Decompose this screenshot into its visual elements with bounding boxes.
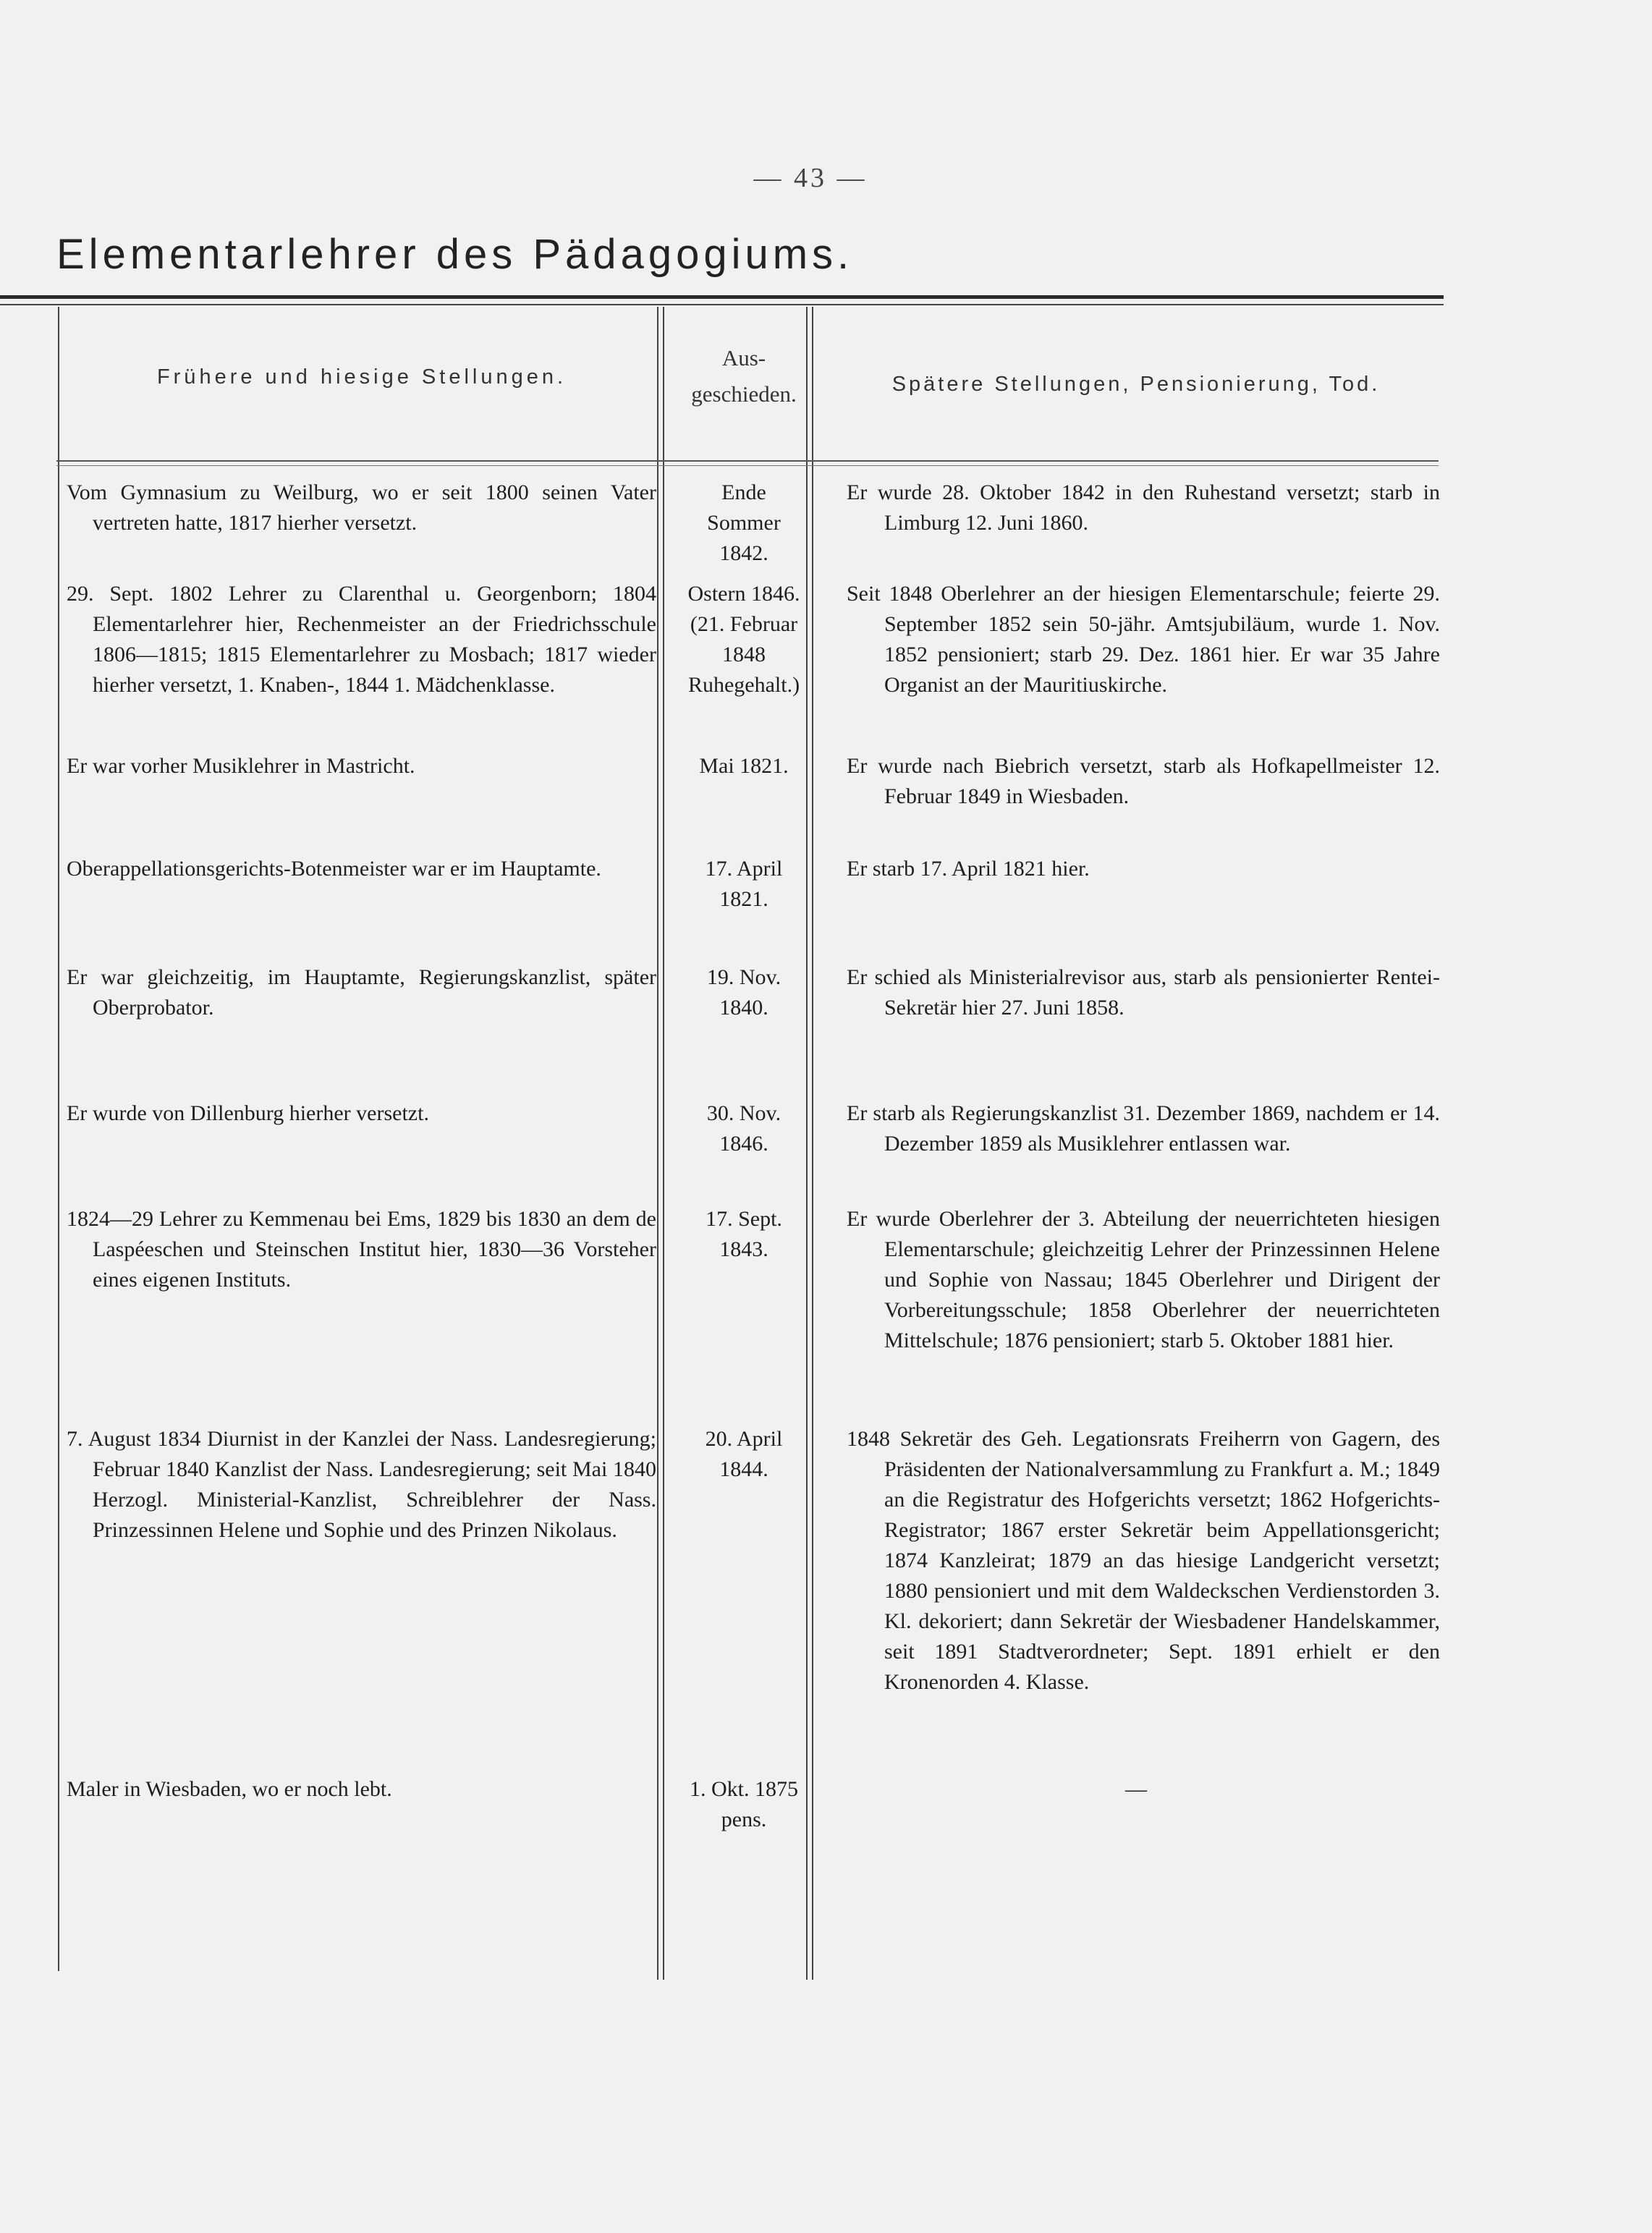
top-rule-thin: [0, 304, 1444, 305]
column-divider-mid-a: [657, 307, 658, 1980]
later-positions: Er starb 17. April 1821 hier.: [847, 857, 1090, 881]
earlier-positions: Er war gleichzeitig, im Hauptamte, Regierungskanzlist, später Oberprobator.: [67, 965, 656, 1020]
earlier-positions: 7. August 1834 Diurnist in der Kanzlei der Nass. Landesregierung; Februar 1840 Kanzlist der Nass. Landesregierung; seit Mai 1840 Herzogl. Ministerial-Kanzlist, Schreiblehrer der Nass. Prinzessinnen Helene und Sophie und des Prinzen Nikolaus.: [67, 1427, 656, 1542]
earlier-positions: Er wurde von Dillenburg hierher versetzt.: [67, 1101, 429, 1125]
header-earlier-positions: Frühere und hiesige Stellungen.: [156, 365, 567, 389]
left-service-date: 1. Okt. 1875 pens.: [690, 1777, 798, 1831]
header-rule-thin: [56, 465, 1439, 466]
left-service-date: Mai 1821.: [699, 754, 789, 778]
column-divider-left: [58, 307, 59, 1971]
later-positions: Seit 1848 Oberlehrer an der hiesigen Elementarschule; feierte 29. September 1852 sein 50-jähr. Amtsjubiläum, wurde 1. Nov. 1852 pensioniert; starb 29. Dez. 1861 hier. Er war 35 Jahre Organist an der Mauritiuskirche.: [847, 582, 1440, 697]
header-later-positions: Spätere Stellungen, Pensionierung, Tod.: [891, 373, 1381, 396]
left-service-date: 17. April 1821.: [705, 857, 783, 911]
earlier-positions: 29. Sept. 1802 Lehrer zu Clarenthal u. Georgenborn; 1804 Elementarlehrer hier, Rechenmeister an der Friedrichsschule 1806—1815; 1815 Elementarlehrer zu Mosbach; 1817 wieder hierher versetzt, 1. Knaben-, 1844 1. Mädchenklasse.: [67, 582, 656, 697]
left-service-date: 19. Nov. 1840.: [706, 965, 781, 1020]
earlier-positions: Er war vorher Musiklehrer in Mastricht.: [67, 754, 415, 778]
top-rule: [0, 295, 1444, 299]
left-service-date: 20. April 1844.: [705, 1427, 783, 1481]
later-positions: Er schied als Ministerialrevisor aus, starb als pensionierter Rentei-Sekretär hier 27. Juni 1858.: [847, 965, 1440, 1020]
header-rule: [56, 460, 1439, 462]
header-left-service: Aus- geschieden.: [691, 345, 797, 407]
page-title: Elementarlehrer des Pädagogiums.: [56, 231, 854, 278]
later-positions: —: [1125, 1777, 1147, 1801]
left-service-date: 30. Nov. 1846.: [706, 1101, 781, 1156]
page-number: — 43 —: [753, 163, 868, 193]
earlier-positions: Maler in Wiesbaden, wo er noch lebt.: [67, 1777, 392, 1801]
earlier-positions: 1824—29 Lehrer zu Kemmenau bei Ems, 1829 bis 1830 an dem de Laspéeschen und Steinschen Institut hier, 1830—36 Vorsteher eines eigenen Instituts.: [67, 1207, 656, 1292]
later-positions: Er wurde nach Biebrich versetzt, starb als Hofkapellmeister 12. Februar 1849 in Wiesbaden.: [847, 754, 1440, 808]
left-service-date: Ostern 1846. (21. Februar 1848 Ruhegehalt.): [687, 582, 800, 697]
later-positions: Er starb als Regierungskanzlist 31. Dezember 1869, nachdem er 14. Dezember 1859 als Musiklehrer entlassen war.: [847, 1101, 1440, 1156]
left-service-date: 17. Sept. 1843.: [706, 1207, 782, 1261]
later-positions: Er wurde Oberlehrer der 3. Abteilung der neuerrichteten hiesigen Elementarschule; gleichzeitig Lehrer der Prinzessinnen Helene und Sophie von Nassau; 1845 Oberlehrer und Dirigent der Vorbereitungsschule; 1858 Oberlehrer der neuerrichteten Mittelschule; 1876 pensioniert; starb 5. Oktober 1881 hier.: [847, 1207, 1440, 1352]
earlier-positions: Oberappellationsgerichts-Botenmeister war er im Hauptamte.: [67, 857, 601, 881]
left-service-date: Ende Sommer 1842.: [707, 480, 781, 565]
later-positions: 1848 Sekretär des Geh. Legationsrats Freiherrn von Gagern, des Präsidenten der Nationalversammlung zu Frankfurt a. M.; 1849 an die Registratur des Hofgerichts versetzt; 1862 Hofgerichts-Registrator; 1867 erster Sekretär beim Appellationsgericht; 1874 Kanzleirat; 1879 an das hiesige Landgericht versetzt; 1880 pensioniert und mit dem Waldeckschen Verdienstorden 3. Kl. dekoriert; dann Sekretär der Wiesbadener Handelskammer, seit 1891 Stadtverordneter; Sept. 1891 erhielt er den Kronenorden 4. Klasse.: [847, 1427, 1440, 1694]
earlier-positions: Vom Gymnasium zu Weilburg, wo er seit 1800 seinen Vater vertreten hatte, 1817 hierher versetzt.: [67, 480, 656, 535]
later-positions: Er wurde 28. Oktober 1842 in den Ruhestand versetzt; starb in Limburg 12. Juni 1860.: [847, 480, 1440, 535]
